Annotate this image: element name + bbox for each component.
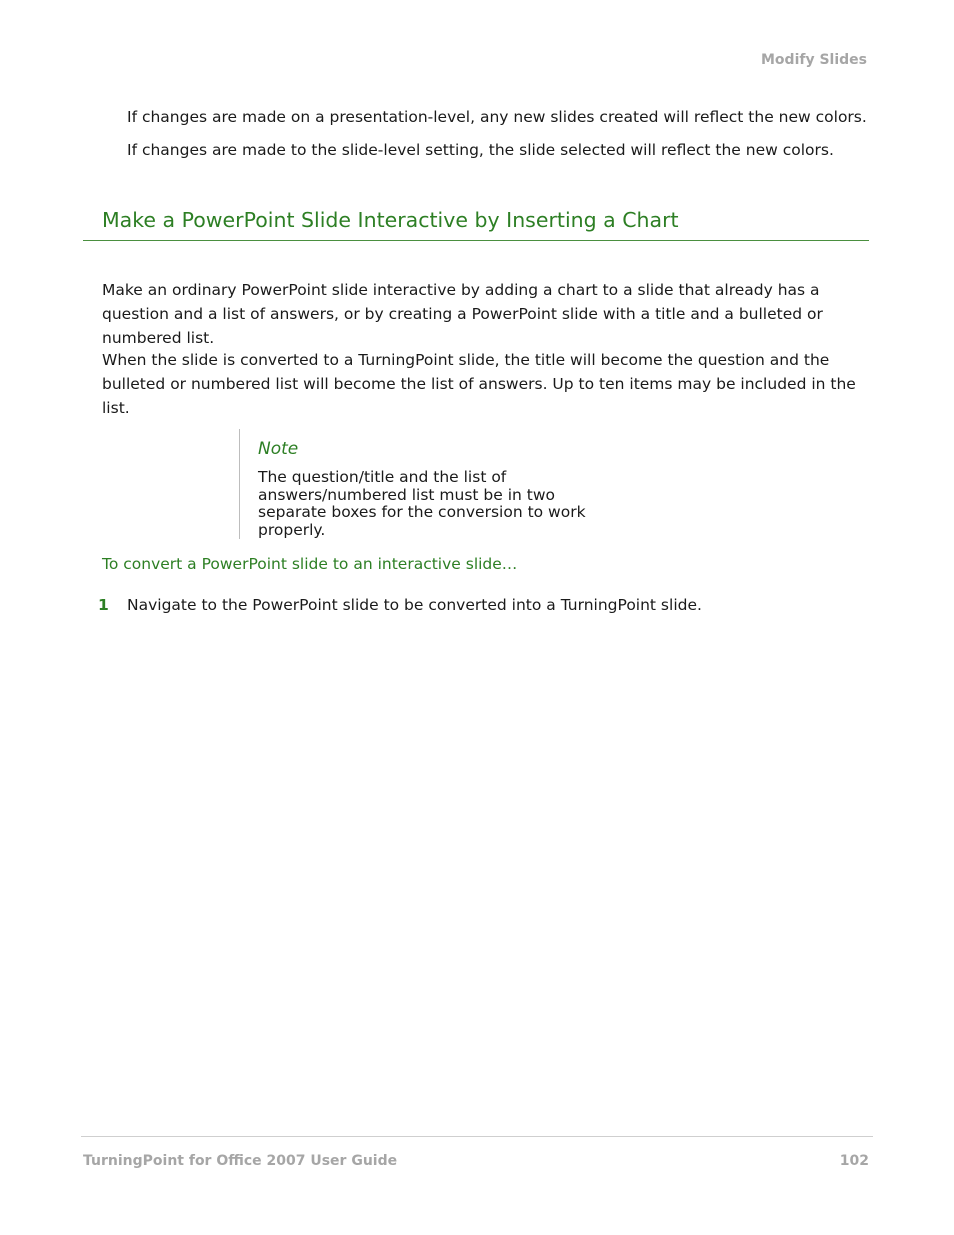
intro-paragraph-2: If changes are made to the slide-level setting, the slide selected will reflect the new colors. xyxy=(127,141,834,159)
title-divider xyxy=(83,240,869,241)
note-border xyxy=(239,429,240,539)
procedure-heading: To convert a PowerPoint slide to an interactive slide… xyxy=(102,555,518,573)
step-number: 1 xyxy=(98,596,109,614)
running-head: Modify Slides xyxy=(761,52,867,68)
intro-paragraph-1: If changes are made on a presentation-level, any new slides created will reflect the new colors. xyxy=(127,108,867,126)
page-number: 102 xyxy=(839,1153,869,1169)
body-paragraph-1: Make an ordinary PowerPoint slide interactive by adding a chart to a slide that already has a question and a list of answers, or by creating a PowerPoint slide with a title and a bulleted or numbered list. xyxy=(102,281,823,347)
step-text: Navigate to the PowerPoint slide to be converted into a TurningPoint slide. xyxy=(127,596,702,614)
note-title: Note xyxy=(258,439,299,459)
note-body: The question/title and the list of answers/numbered list must be in two separate boxes for the conversion to work properly. xyxy=(258,468,586,539)
footer-divider xyxy=(81,1136,873,1137)
body-paragraph-2: When the slide is converted to a TurningPoint slide, the title will become the question and the bulleted or numbered list will become the list of answers. Up to ten items may be included in the list. xyxy=(102,351,856,417)
footer-guide-title: TurningPoint for Office 2007 User Guide xyxy=(83,1153,398,1169)
section-title: Make a PowerPoint Slide Interactive by Inserting a Chart xyxy=(102,208,679,232)
